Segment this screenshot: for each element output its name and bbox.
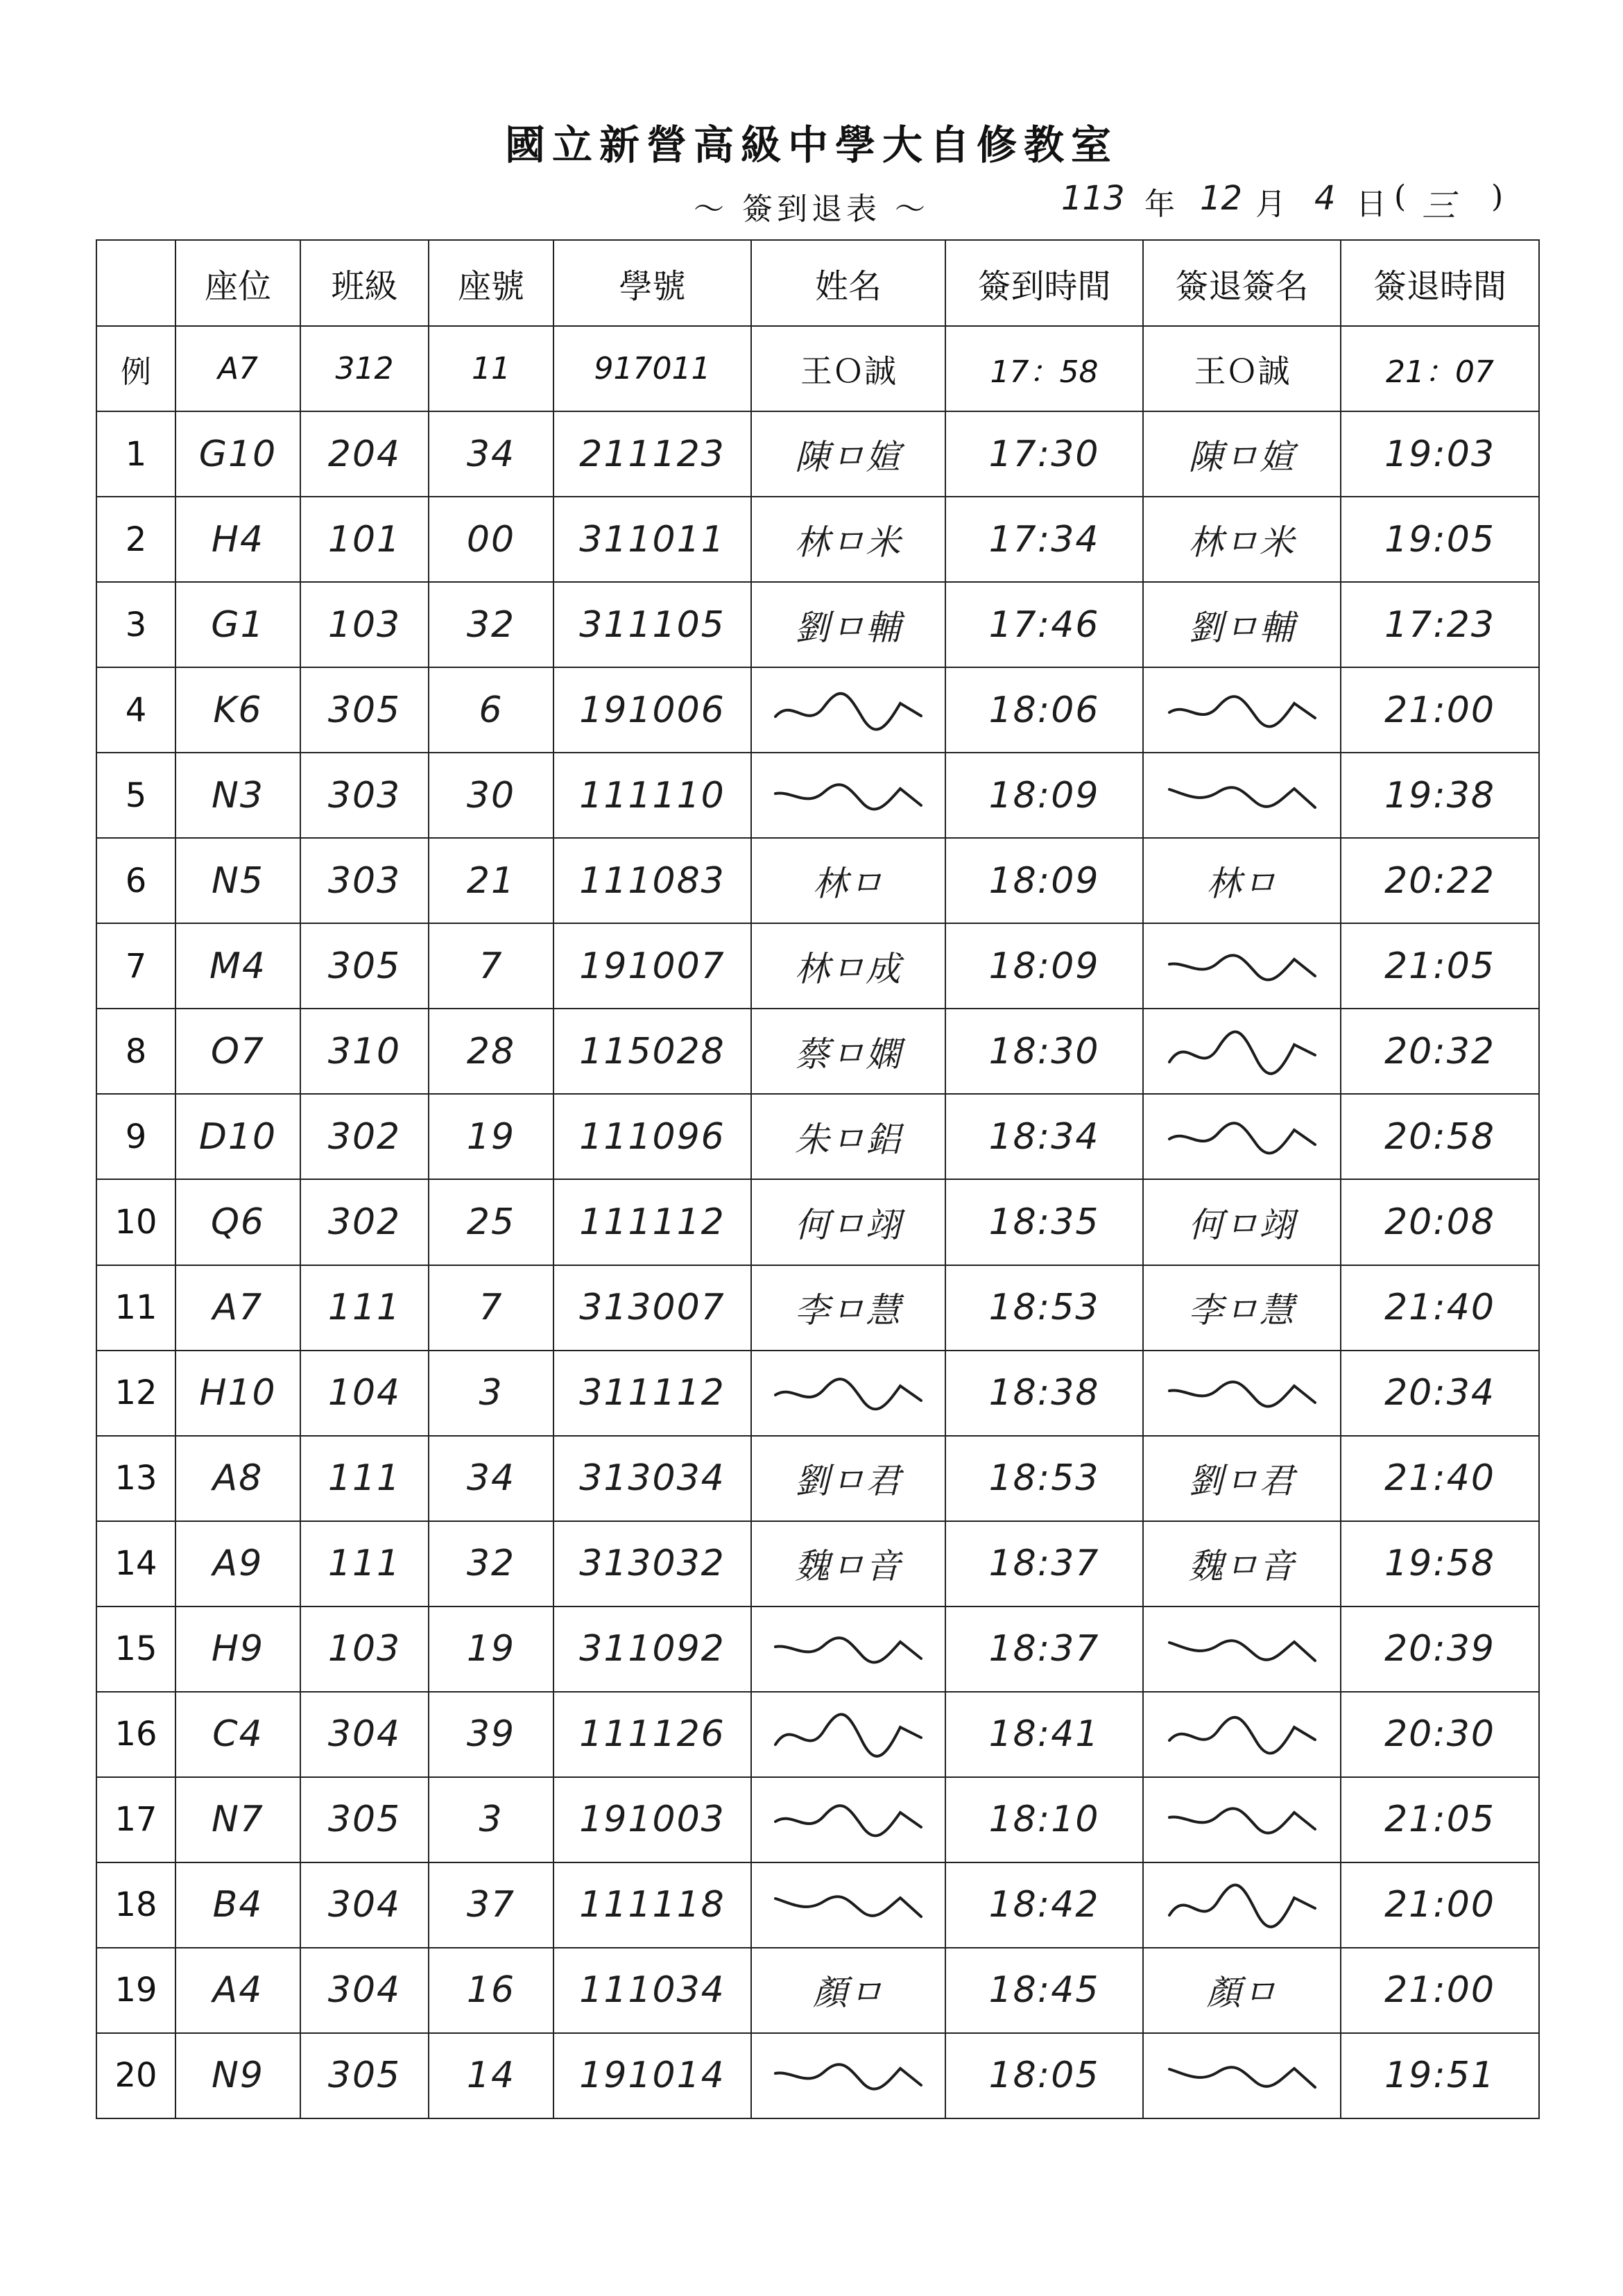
sign-out-time-cell: 21：07 [1341,326,1539,411]
seat-cell: G1 [175,582,300,667]
student-id-cell: 111126 [553,1692,751,1777]
handwritten-signature [765,1788,931,1851]
handwritten-signature [1159,764,1325,827]
signature-stroke [775,1715,921,1756]
signature-stroke [775,1379,921,1409]
sign-out-signature-cell [1143,1351,1341,1436]
seat-cell: O7 [175,1009,300,1094]
class-cell: 310 [300,1009,429,1094]
student-id-cell: 211123 [553,411,751,497]
seat-cell: A9 [175,1521,300,1607]
name-cell [751,1607,945,1692]
row-index: 15 [96,1607,175,1692]
seat-cell: A7 [175,326,300,411]
form-subtitle: ～ 簽到退表 ～ [694,191,929,227]
class-cell: 303 [300,753,429,838]
table-row [96,582,1539,667]
sign-out-time-cell: 19:38 [1341,753,1539,838]
signature-stroke [1169,1123,1315,1153]
student-id-cell: 191014 [553,2033,751,2118]
row-index: 2 [96,497,175,582]
sign-out-signature-cell: 何ㅁ翊 [1143,1179,1341,1265]
table-row [96,1777,1539,1862]
table-row [96,1009,1539,1094]
signature-stroke [1169,1640,1315,1661]
sign-out-signature-cell [1143,1862,1341,1948]
sign-in-time-cell: 18:30 [945,1009,1143,1094]
seat-cell: N9 [175,2033,300,2118]
number-cell: 34 [429,1436,553,1521]
number-cell: 34 [429,411,553,497]
date-line [1061,179,1602,225]
sign-out-time-cell: 20:22 [1341,838,1539,923]
class-cell: 101 [300,497,429,582]
signature-stroke [1169,1717,1315,1754]
sign-out-signature-cell [1143,2033,1341,2118]
name-cell: 劉ㅁ君 [751,1436,945,1521]
signature-stroke [1169,787,1315,807]
sign-in-time-cell: 18:05 [945,2033,1143,2118]
sign-out-time-cell: 17:23 [1341,582,1539,667]
class-cell: 302 [300,1094,429,1179]
attendance-table [96,239,1540,2119]
header-row [96,240,1539,326]
signature-stroke [775,1806,921,1835]
signature-stroke [775,1638,921,1662]
sign-out-time-cell: 21:40 [1341,1265,1539,1351]
row-index: 8 [96,1009,175,1094]
row-index: 3 [96,582,175,667]
number-cell: 28 [429,1009,553,1094]
name-cell: 何ㅁ翊 [751,1179,945,1265]
name-cell: 魏ㅁ音 [751,1521,945,1607]
number-cell: 6 [429,667,553,753]
class-cell: 304 [300,1862,429,1948]
name-cell: 林ㅁ [751,838,945,923]
row-index: 19 [96,1948,175,2033]
sign-out-signature-cell: 李ㅁ慧 [1143,1265,1341,1351]
sign-in-time-cell: 18:37 [945,1607,1143,1692]
seat-cell: N3 [175,753,300,838]
student-id-cell: 191003 [553,1777,751,1862]
example-row [96,326,1539,411]
row-index: 1 [96,411,175,497]
name-cell [751,1862,945,1948]
name-cell: 朱ㅁ鋁 [751,1094,945,1179]
sign-in-time-cell: 17:30 [945,411,1143,497]
handwritten-signature [1159,1106,1325,1168]
number-cell: 11 [429,326,553,411]
name-cell [751,2033,945,2118]
name-cell: 王Ｏ誠 [751,326,945,411]
handwritten-signature [1159,1362,1325,1424]
handwritten-signature [1159,1618,1325,1680]
sign-out-time-cell: 19:03 [1341,411,1539,497]
student-id-cell: 311112 [553,1351,751,1436]
number-cell: 16 [429,1948,553,2033]
date-year: 113 [1061,179,1125,218]
handwritten-signature [1159,2044,1325,2107]
class-cell: 111 [300,1265,429,1351]
sign-out-time-cell: 21:00 [1341,1862,1539,1948]
sign-out-time-cell: 20:58 [1341,1094,1539,1179]
sign-out-signature-cell: 劉ㅁ輔 [1143,582,1341,667]
student-id-cell: 191007 [553,923,751,1009]
seat-cell: G10 [175,411,300,497]
sign-in-time-cell: 17:34 [945,497,1143,582]
class-cell: 312 [300,326,429,411]
class-cell: 104 [300,1351,429,1436]
number-cell: 25 [429,1179,553,1265]
header-number: 座號 [429,240,553,326]
name-cell [751,1351,945,1436]
sign-in-time-cell: 18:45 [945,1948,1143,2033]
row-index: 例 [96,326,175,411]
student-id-cell: 111110 [553,753,751,838]
handwritten-signature [765,764,931,827]
signature-stroke [1169,1885,1315,1927]
header-student-id: 學號 [553,240,751,326]
handwritten-signature [765,1618,931,1680]
name-cell [751,667,945,753]
signature-stroke [1169,696,1315,726]
handwritten-signature [765,1362,931,1424]
sign-out-signature-cell: 劉ㅁ君 [1143,1436,1341,1521]
sign-out-signature-cell: 王Ｏ誠 [1143,326,1341,411]
sign-out-signature-cell [1143,1777,1341,1862]
sign-out-signature-cell [1143,1094,1341,1179]
sign-in-time-cell: 17:46 [945,582,1143,667]
header-name: 姓名 [751,240,945,326]
handwritten-signature [1159,679,1325,742]
header-sign-out-time: 簽退時間 [1341,240,1539,326]
row-index: 6 [96,838,175,923]
student-id-cell: 111096 [553,1094,751,1179]
number-cell: 19 [429,1607,553,1692]
sign-out-time-cell: 20:32 [1341,1009,1539,1094]
row-index: 11 [96,1265,175,1351]
class-cell: 204 [300,411,429,497]
sign-out-signature-cell: 林ㅁ [1143,838,1341,923]
seat-cell: H10 [175,1351,300,1436]
sign-out-time-cell: 20:08 [1341,1179,1539,1265]
seat-cell: A8 [175,1436,300,1521]
sign-in-time-cell: 18:09 [945,923,1143,1009]
number-cell: 3 [429,1351,553,1436]
sign-out-time-cell: 21:00 [1341,667,1539,753]
row-index: 18 [96,1862,175,1948]
sign-out-signature-cell [1143,753,1341,838]
year-label: 年 [1144,187,1175,222]
signature-stroke [1169,1031,1315,1073]
table-row [96,1265,1539,1351]
sign-out-time-cell: 19:51 [1341,2033,1539,2118]
sign-in-time-cell: 18:37 [945,1521,1143,1607]
table-row [96,753,1539,838]
row-index: 16 [96,1692,175,1777]
header-sign-in-time: 簽到時間 [945,240,1143,326]
student-id-cell: 191006 [553,667,751,753]
class-cell: 302 [300,1179,429,1265]
number-cell: 21 [429,838,553,923]
header-seat: 座位 [175,240,300,326]
class-cell: 111 [300,1436,429,1521]
number-cell: 7 [429,923,553,1009]
name-cell: 李ㅁ慧 [751,1265,945,1351]
table-row [96,1351,1539,1436]
row-index: 4 [96,667,175,753]
handwritten-signature [1159,1788,1325,1851]
month-label: 月 [1255,187,1286,222]
class-cell: 304 [300,1948,429,2033]
number-cell: 30 [429,753,553,838]
signature-stroke [1169,1809,1315,1833]
class-cell: 305 [300,667,429,753]
row-index: 10 [96,1179,175,1265]
student-id-cell: 313034 [553,1436,751,1521]
student-id-cell: 115028 [553,1009,751,1094]
number-cell: 3 [429,1777,553,1862]
row-index: 20 [96,2033,175,2118]
sign-out-time-cell: 20:30 [1341,1692,1539,1777]
table-row [96,411,1539,497]
sign-out-time-cell: 21:05 [1341,923,1539,1009]
day-label: 日 [1356,187,1386,222]
number-cell: 32 [429,1521,553,1607]
sign-in-time-cell: 18:42 [945,1862,1143,1948]
signature-stroke [1169,2068,1315,2088]
sign-in-time-cell: 18:34 [945,1094,1143,1179]
sign-out-time-cell: 21:05 [1341,1777,1539,1862]
sign-out-time-cell: 21:40 [1341,1436,1539,1521]
sign-in-time-cell: 18:35 [945,1179,1143,1265]
class-cell: 111 [300,1521,429,1607]
sign-in-time-cell: 18:09 [945,753,1143,838]
seat-cell: H4 [175,497,300,582]
sign-in-time-cell: 18:10 [945,1777,1143,1862]
student-id-cell: 311092 [553,1607,751,1692]
sign-in-time-cell: 17：58 [945,326,1143,411]
seat-cell: M4 [175,923,300,1009]
student-id-cell: 313007 [553,1265,751,1351]
handwritten-signature [765,2044,931,2107]
signature-stroke [775,1897,921,1917]
signature-stroke [775,785,921,809]
sign-in-time-cell: 18:53 [945,1265,1143,1351]
sign-out-signature-cell: 林ㅁ米 [1143,497,1341,582]
table-row [96,838,1539,923]
date-month: 12 [1200,179,1243,218]
student-id-cell: 311011 [553,497,751,582]
handwritten-signature [1159,1874,1325,1936]
header-class: 班級 [300,240,429,326]
seat-cell: N7 [175,1777,300,1862]
name-cell: 劉ㅁ輔 [751,582,945,667]
table-row [96,1948,1539,2033]
sign-in-time-cell: 18:41 [945,1692,1143,1777]
class-cell: 303 [300,838,429,923]
name-cell [751,1692,945,1777]
sign-out-time-cell: 19:58 [1341,1521,1539,1607]
handwritten-signature [765,679,931,742]
handwritten-signature [1159,1020,1325,1083]
table-row [96,1521,1539,1607]
seat-cell: D10 [175,1094,300,1179]
table-row [96,1607,1539,1692]
name-cell [751,1777,945,1862]
sign-out-signature-cell [1143,1009,1341,1094]
sign-out-time-cell: 19:05 [1341,497,1539,582]
table-row [96,497,1539,582]
student-id-cell: 111034 [553,1948,751,2033]
sign-out-time-cell: 20:34 [1341,1351,1539,1436]
signature-stroke [775,693,921,729]
date-day: 4 [1314,179,1336,218]
sign-out-time-cell: 21:00 [1341,1948,1539,2033]
class-cell: 305 [300,2033,429,2118]
name-cell: 林ㅁ成 [751,923,945,1009]
seat-cell: N5 [175,838,300,923]
table-row [96,2033,1539,2118]
seat-cell: Q6 [175,1179,300,1265]
sign-out-signature-cell: 顏ㅁ [1143,1948,1341,2033]
header-sign-out-signature: 簽退簽名 [1143,240,1341,326]
row-index: 17 [96,1777,175,1862]
seat-cell: H9 [175,1607,300,1692]
student-id-cell: 111118 [553,1862,751,1948]
table-row [96,1094,1539,1179]
class-cell: 304 [300,1692,429,1777]
class-cell: 305 [300,1777,429,1862]
weekday-close: ) [1491,179,1504,214]
student-id-cell: 917011 [553,326,751,411]
number-cell: 39 [429,1692,553,1777]
sign-in-time-cell: 18:09 [945,838,1143,923]
seat-cell: B4 [175,1862,300,1948]
student-id-cell: 313032 [553,1521,751,1607]
signature-stroke [1169,955,1315,979]
row-index: 14 [96,1521,175,1607]
table-row [96,667,1539,753]
number-cell: 00 [429,497,553,582]
student-id-cell: 111112 [553,1179,751,1265]
number-cell: 14 [429,2033,553,2118]
seat-cell: A7 [175,1265,300,1351]
sign-out-signature-cell: 魏ㅁ音 [1143,1521,1341,1607]
date-weekday: 三 [1422,187,1456,225]
row-index: 9 [96,1094,175,1179]
handwritten-signature [765,1874,931,1936]
row-index: 12 [96,1351,175,1436]
sign-out-signature-cell [1143,1692,1341,1777]
name-cell: 顏ㅁ [751,1948,945,2033]
handwritten-signature [1159,935,1325,997]
name-cell: 林ㅁ米 [751,497,945,582]
class-cell: 305 [300,923,429,1009]
handwritten-signature [765,1703,931,1765]
student-id-cell: 311105 [553,582,751,667]
page-title: 國立新營高級中學大自修教室 [504,121,1118,169]
sign-in-time-cell: 18:38 [945,1351,1143,1436]
sign-out-signature-cell [1143,667,1341,753]
handwritten-signature [1159,1703,1325,1765]
header-index [96,240,175,326]
row-index: 13 [96,1436,175,1521]
weekday-open: ( [1394,179,1407,214]
seat-cell: A4 [175,1948,300,2033]
class-cell: 103 [300,1607,429,1692]
row-index: 5 [96,753,175,838]
number-cell: 37 [429,1862,553,1948]
table-row [96,1436,1539,1521]
table-row [96,1692,1539,1777]
sign-out-signature-cell [1143,1607,1341,1692]
seat-cell: K6 [175,667,300,753]
table-row [96,923,1539,1009]
sign-out-signature-cell [1143,923,1341,1009]
name-cell: 陳ㅁ媗 [751,411,945,497]
table-row [96,1179,1539,1265]
number-cell: 7 [429,1265,553,1351]
sign-in-time-cell: 18:06 [945,667,1143,753]
student-id-cell: 111083 [553,838,751,923]
number-cell: 19 [429,1094,553,1179]
signature-stroke [775,2065,921,2089]
number-cell: 32 [429,582,553,667]
name-cell: 蔡ㅁ嫻 [751,1009,945,1094]
table-row [96,1862,1539,1948]
name-cell [751,753,945,838]
seat-cell: C4 [175,1692,300,1777]
sign-out-signature-cell: 陳ㅁ媗 [1143,411,1341,497]
signature-stroke [1169,1382,1315,1406]
row-index: 7 [96,923,175,1009]
sign-out-time-cell: 20:39 [1341,1607,1539,1692]
sign-in-time-cell: 18:53 [945,1436,1143,1521]
class-cell: 103 [300,582,429,667]
